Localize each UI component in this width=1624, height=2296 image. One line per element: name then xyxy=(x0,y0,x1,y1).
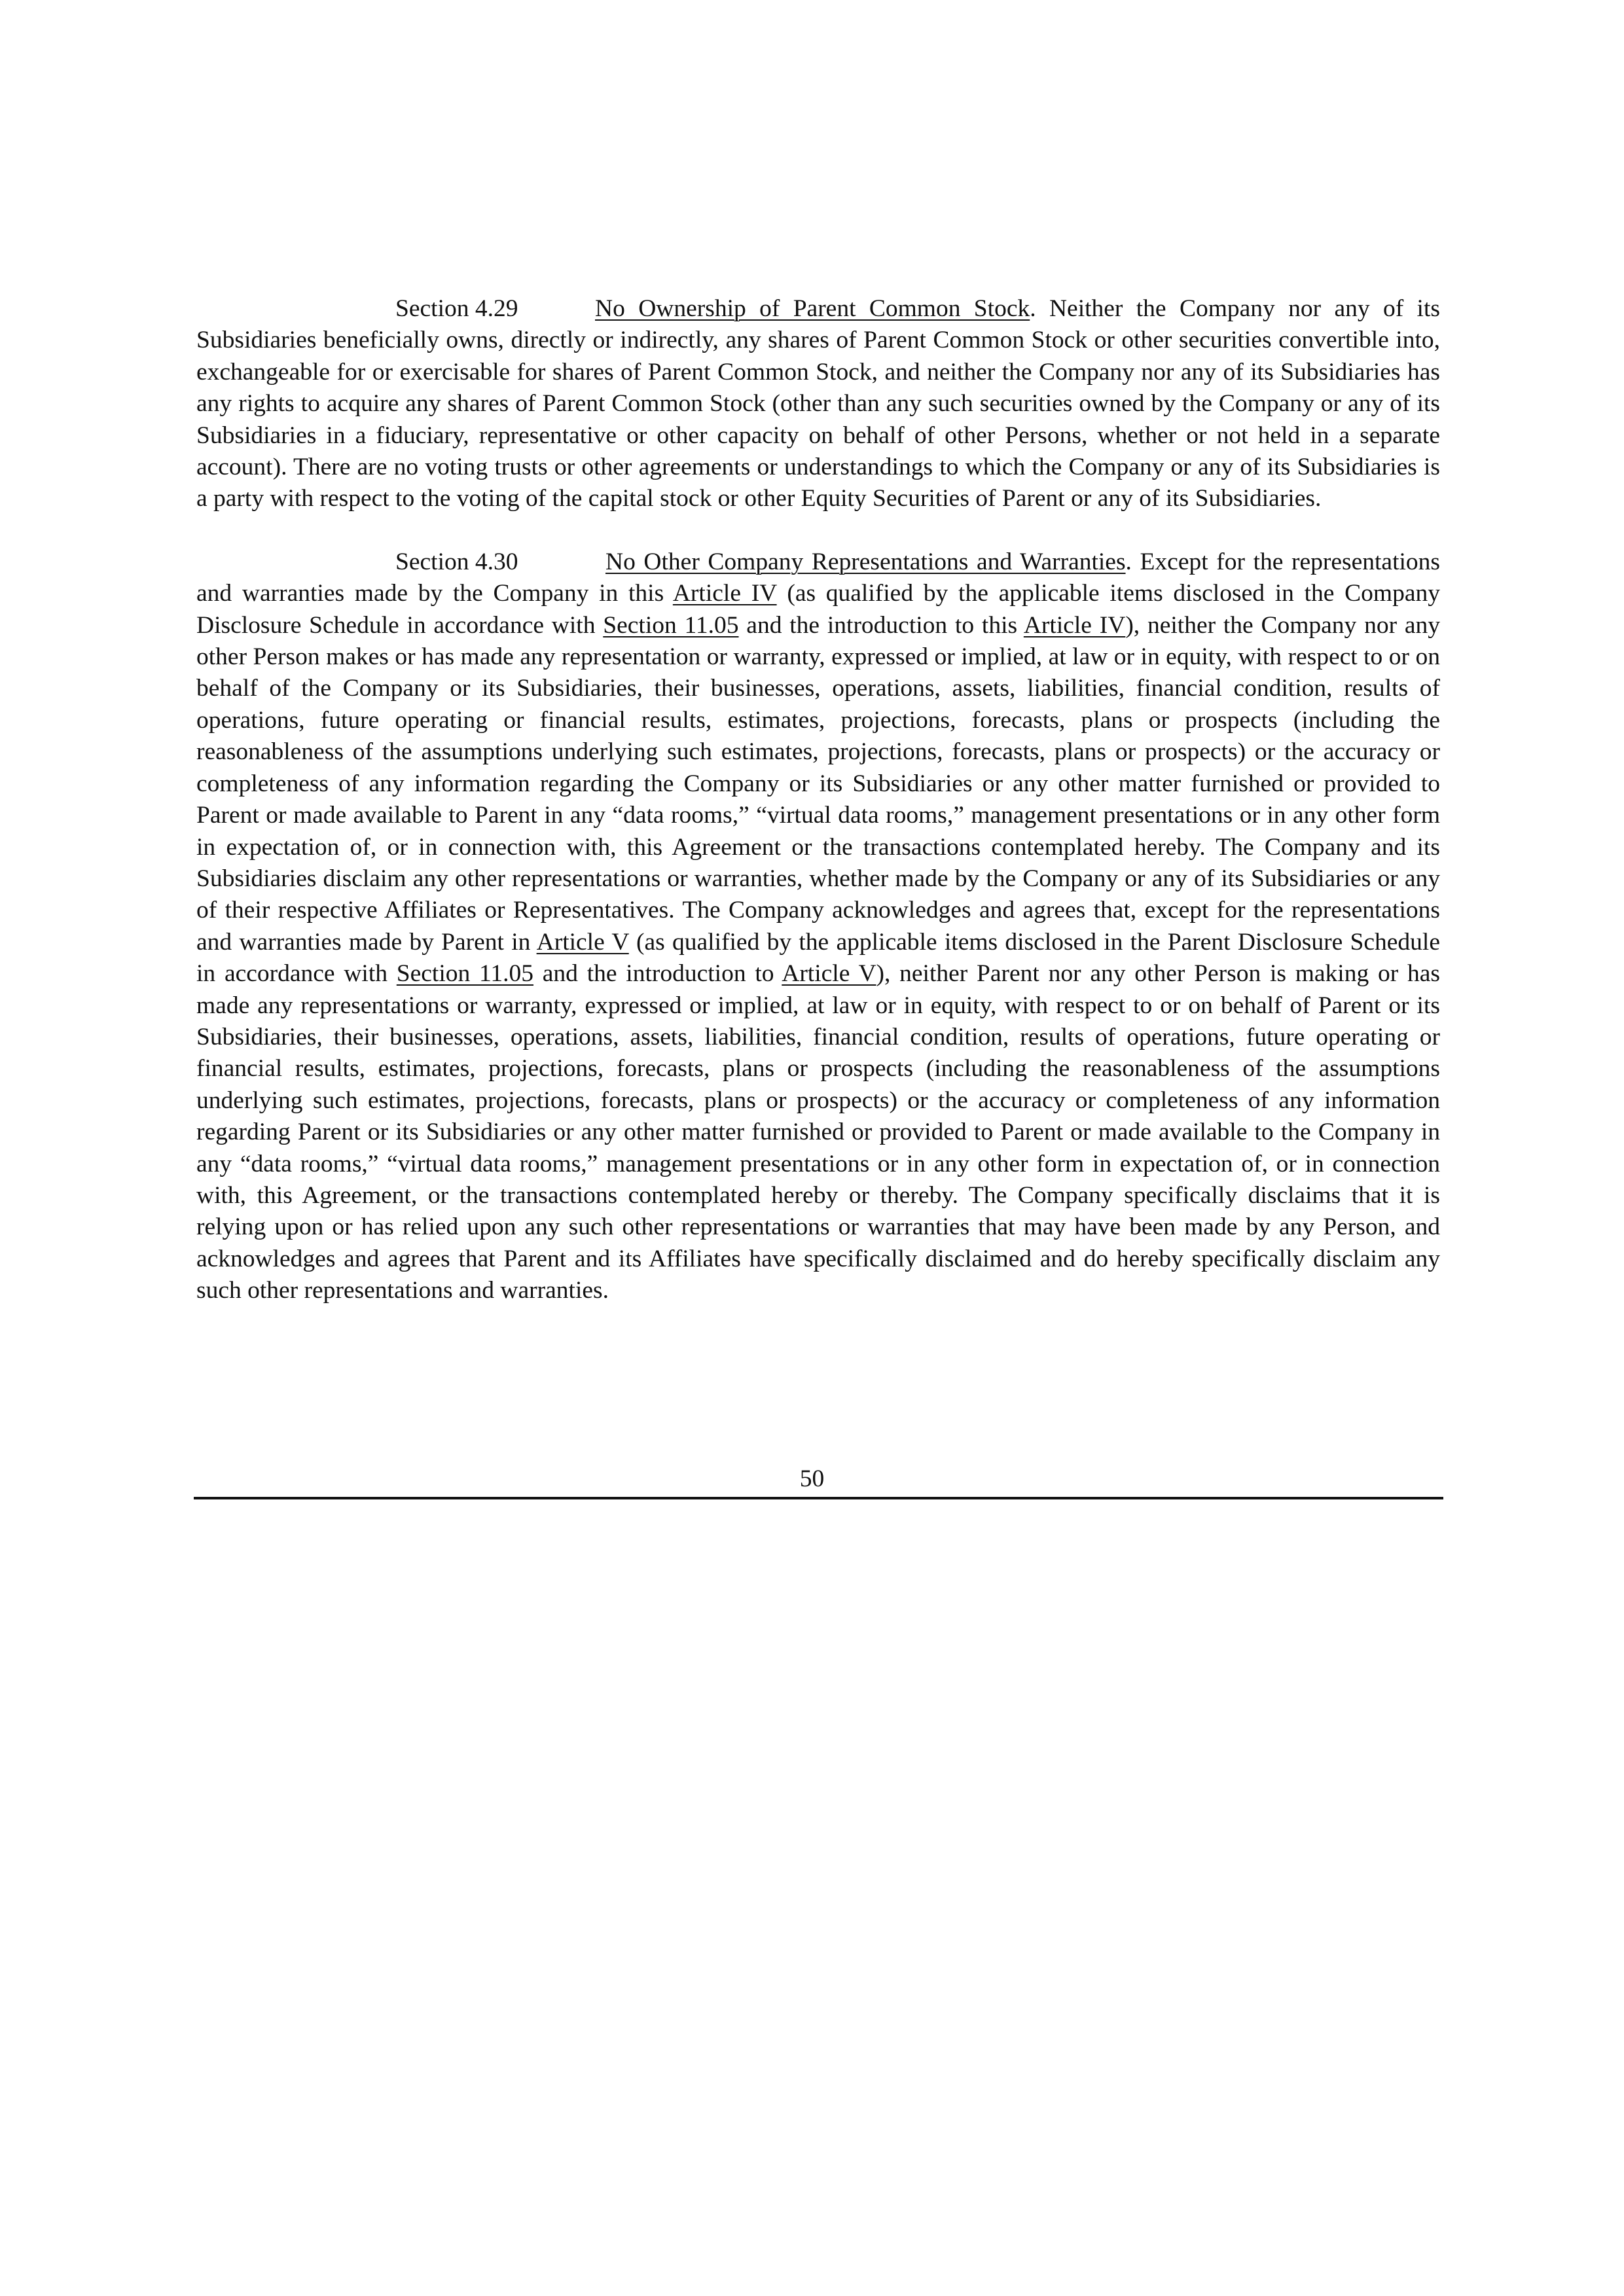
section-4-29-number: Section 4.29 xyxy=(395,295,518,322)
section-4-30-heading: No Other Company Representations and Warranties xyxy=(605,548,1126,575)
section-4-30-paragraph xyxy=(196,547,1440,1307)
section-4-30-text: ), neither Parent nor any other Person is making or has made any representations or warranty, expressed or implied, at law or in equity, with respect to or on behalf of Parent or its Subsidiaries, their businesses, operations, assets, liabilities, financial condition, results of operations, future operating or financial results, estimates, projections, forecasts, plans or prospects (including the reasonableness of the assumptions underlying such estimates, projections, forecasts, plans or prospects) or the accuracy or completeness of any information regarding Parent or its Subsidiaries or any other matter furnished or provided to Parent or made available to the Company in any “data rooms,” “virtual data rooms,” management presentations or in any other form in expectation of, or in connection with, this Agreement, or the transactions contemplated hereby or thereby. The Company specifically disclaims that it is relying upon or has relied upon any such other representations or warranties that may have been made by any Person, and acknowledges and agrees that Parent and its Affiliates have specifically disclaimed and do hereby specifically disclaim any such other representations and warranties. xyxy=(196,960,1440,1304)
cross-reference-link[interactable]: Article V xyxy=(782,960,876,988)
section-4-30-number: Section 4.30 xyxy=(395,548,518,575)
cross-reference-link[interactable]: Article IV xyxy=(1023,611,1126,639)
section-4-30-text: (as qualified by the applicable items disclosed in the Company Disclosure Schedule in accordance with xyxy=(196,580,1440,639)
footer-divider xyxy=(194,1497,1443,1499)
section-4-30-text: . Except for the representations and warranties made by the Company in this xyxy=(196,548,1440,607)
section-4-29-paragraph xyxy=(196,293,1440,515)
section-4-29-body: . Neither the Company nor any of its Subsidiaries beneficially owns, directly or indirectly, any shares of Parent Common Stock or other securities convertible into, exchangeable for or exercisable for shares of Parent Common Stock, and neither the Company nor any of its Subsidiaries has any rights to acquire any shares of Parent Common Stock (other than any such securities owned by the Company or any of its Subsidiaries in a fiduciary, representative or other capacity on behalf of other Persons, whether or not held in a separate account). There are no voting trusts or other agreements or understandings to which the Company or any of its Subsidiaries is a party with respect to the voting of the capital stock or other Equity Securities of Parent or any of its Subsidiaries. xyxy=(196,295,1440,512)
section-4-30-text: ), neither the Company nor any other Person makes or has made any representation or warranty, expressed or implied, at law or in equity, with respect to or on behalf of the Company or its Subsidiaries, their businesses, operations, assets, liabilities, financial condition, results of operations, future operating or financial results, estimates, projections, forecasts, plans or prospects (including the reasonableness of the assumptions underlying such estimates, projections, forecasts, plans or prospects) or the accuracy or completeness of any information regarding the Company or its Subsidiaries or any other matter furnished or provided to Parent or made available to Parent in any “data rooms,” “virtual data rooms,” management presentations or in any other form in expectation of, or in connection with, this Agreement or the transactions contemplated hereby. The Company and its Subsidiaries disclaim any other representations or warranties, whether made by the Company or any of its Subsidiaries or any of their respective Affiliates or Representatives. The Company acknowledges and agrees that, except for the representations and warranties made by Parent in xyxy=(196,611,1441,956)
cross-reference-link[interactable]: Section 11.05 xyxy=(396,960,534,988)
cross-reference-link[interactable]: Article IV xyxy=(672,580,777,607)
section-4-29-heading: No Ownership of Parent Common Stock xyxy=(595,295,1030,322)
section-4-30-text: and the introduction to this xyxy=(738,611,1024,639)
page-number: 50 xyxy=(799,1465,825,1492)
section-4-30-text: (as qualified by the applicable items disclosed in the Parent Disclosure Schedule in accordance with xyxy=(196,928,1440,988)
section-4-30-text: and the introduction to xyxy=(533,960,782,988)
cross-reference-link[interactable]: Section 11.05 xyxy=(603,611,739,639)
document-body xyxy=(196,293,1440,1307)
cross-reference-link[interactable]: Article V xyxy=(536,928,629,956)
